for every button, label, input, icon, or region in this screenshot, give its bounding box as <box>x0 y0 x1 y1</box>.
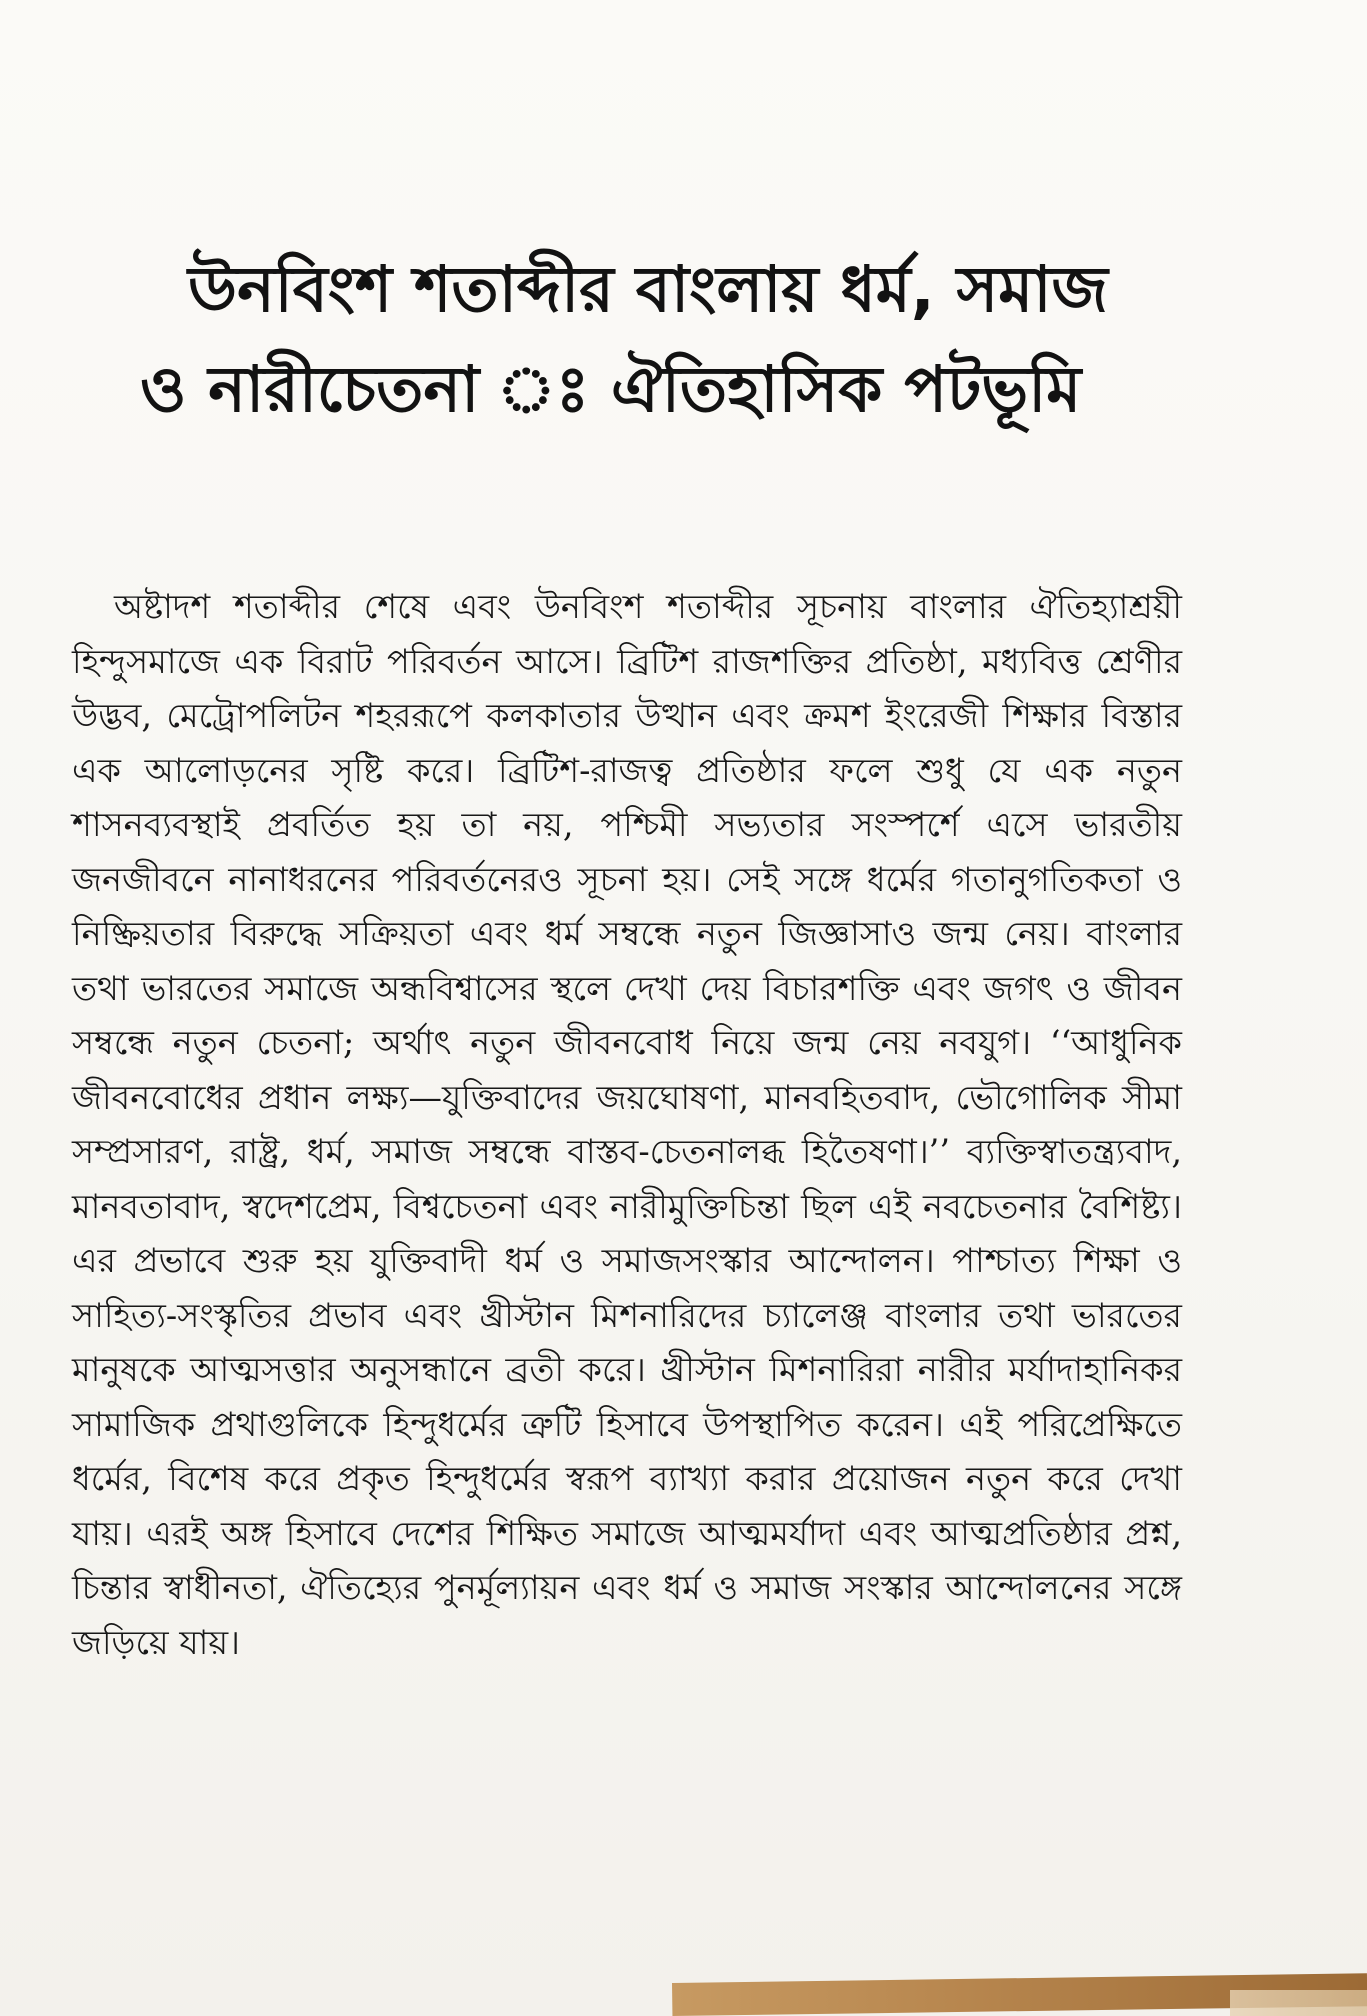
body-paragraph: অষ্টাদশ শতাব্দীর শেষে এবং উনবিংশ শতাব্দীর সূচনায় বাংলার ঐতিহ্যাশ্রয়ী হিন্দুসমাজে এক বিরাট পরিবর্তন আসে। ব্রিটিশ রাজশক্তির প্রতিষ্ঠা, মধ্যবিত্ত শ্রেণীর উদ্ভব, মেট্রোপলিটন শহররূপে কলকাতার উত্থান এবং ক্রমশ ইংরেজী শিক্ষার বিস্তার এক আলোড়নের সৃষ্টি করে। ব্রিটিশ-রাজত্ব প্রতিষ্ঠার ফলে শুধু যে এক নতুন শাসনব্যবস্থাই প্রবর্তিত হয় তা নয়, পশ্চিমী সভ্যতার সংস্পর্শে এসে ভারতীয় জনজীবনে নানাধরনের পরিবর্তনেরও সূচনা হয়। সেই সঙ্গে ধর্মের গতানুগতিকতা ও নিষ্ক্রিয়তার বিরুদ্ধে সক্রিয়তা এবং ধর্ম সম্বন্ধে নতুন জিজ্ঞাসাও জন্ম নেয়। বাংলার তথা ভারতের সমাজে অন্ধবিশ্বাসের স্থলে দেখা দেয় বিচারশক্তি এবং জগৎ ও জীবন সম্বন্ধে নতুন চেতনা; অর্থাৎ নতুন জীবনবোধ নিয়ে জন্ম নেয় নবযুগ। ‘‘আধুনিক জীবনবোধের প্রধান লক্ষ্য—যুক্তিবাদের জয়ঘোষণা, মানবহিতবাদ, ভৌগোলিক সীমা সম্প্রসারণ, রাষ্ট্র, ধর্ম, সমাজ সম্বন্ধে বাস্তব-চেতনালব্ধ হিতৈষণা।’’ ব্যক্তিস্বাতন্ত্র্যবাদ, মানবতাবাদ, স্বদেশপ্রেম, বিশ্বচেতনা এবং নারীমুক্তিচিন্তা ছিল এই নবচেতনার বৈশিষ্ট্য। এর প্রভাবে শুরু হয় যুক্তিবাদী ধর্ম ও সমাজসংস্কার আন্দোলন। পাশ্চাত্য শিক্ষা ও সাহিত্য-সংস্কৃতির প্রভাব এবং খ্রীস্টান মিশনারিদের চ্যালেঞ্জ বাংলার তথা ভারতের মানুষকে আত্মসত্তার অনুসন্ধানে ব্রতী করে। খ্রীস্টান মিশনারিরা নারীর মর্যাদাহানিকর সামাজিক প্রথাগুলিকে হিন্দুধর্মের ত্রুটি হিসাবে উপস্থাপিত করেন। এই পরিপ্রেক্ষিতে ধর্মের, বিশেষ করে প্রকৃত হিন্দুধর্মের স্বরূপ ব্যাখ্যা করার প্রয়োজন নতুন করে দেখা যায়। এরই অঙ্গ হিসাবে দেশের শিক্ষিত সমাজে আত্মমর্যাদা এবং আত্মপ্রতিষ্ঠার প্রশ্ন, চিন্তার স্বাধীনতা, ঐতিহ্যের পুনর্মূল্যায়ন এবং ধর্ম ও সমাজ সংস্কার আন্দোলনের সঙ্গে জড়িয়ে যায়। <box>72 587 1182 1662</box>
chapter-title <box>140 240 1250 440</box>
chapter-title-line-1: উনবিংশ শতাব্দীর বাংলায় ধর্ম, সমাজ <box>188 253 1108 326</box>
chapter-title-line-2: ও নারীচেতনা ঃ ঐতিহাসিক পটভূমি <box>140 353 1082 426</box>
page-edge-highlight <box>1230 1990 1367 2016</box>
